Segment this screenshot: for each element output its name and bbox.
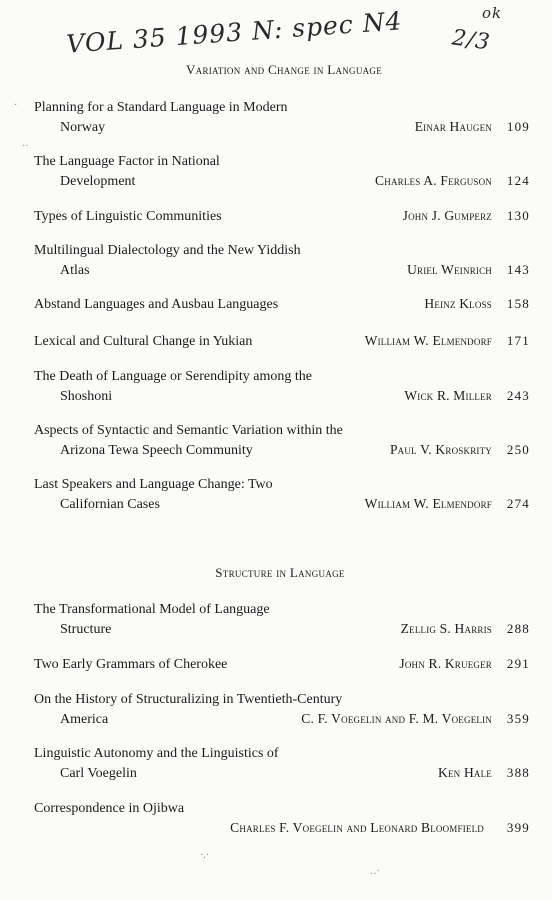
entry-author: William W. Elmendorf [364, 333, 492, 348]
toc-entry [34, 799, 530, 837]
entry-author: John J. Gumperz [402, 208, 492, 223]
entry-page: 130 [506, 208, 530, 223]
toc-entry [34, 600, 530, 639]
toc-entry [34, 367, 530, 406]
entry-title: Abstand Languages and Ausbau Languages [34, 297, 279, 312]
toc-entry [34, 294, 530, 314]
handwritten-fraction-note: 2/3 [450, 25, 492, 56]
entry-title-line2: Arizona Tewa Speech Community [60, 443, 253, 458]
toc-entry [34, 690, 530, 729]
entry-title-line1: The Transformational Model of Language [34, 602, 270, 617]
entry-author: Paul V. Kroskrity [389, 442, 492, 457]
toc-entry [34, 98, 530, 137]
toc-entry [34, 654, 530, 674]
toc-entry [34, 152, 530, 191]
entry-page: 250 [506, 442, 530, 457]
entry-author: Charles A. Ferguson [375, 173, 492, 188]
handwritten-ok-note: ok [482, 4, 503, 22]
entry-author: John R. Krueger [399, 656, 492, 671]
entry-author: Heinz Kloss [424, 296, 492, 311]
entry-page: 243 [506, 388, 530, 403]
toc-entry [34, 206, 530, 226]
entry-page: 388 [506, 765, 530, 780]
entry-author: Einar Haugen [414, 119, 492, 134]
entry-page: 291 [506, 656, 530, 671]
speck: · [14, 100, 18, 111]
entry-title-line1: The Language Factor in National [34, 154, 220, 169]
entry-title-line2: Norway [60, 120, 106, 135]
entry-title-line1: Multilingual Dialectology and the New Yiddish [34, 243, 301, 258]
entry-title-line2: Development [60, 174, 136, 189]
entry-page: 109 [506, 119, 530, 134]
entry-title-line2: Atlas [60, 263, 90, 278]
entry-title-line1: Aspects of Syntactic and Semantic Variation within the [34, 423, 343, 438]
entry-author: C. F. Voegelin and F. M. Voegelin [301, 711, 492, 726]
toc-entry [34, 744, 530, 783]
toc-entry [34, 421, 530, 460]
section-title: Structure in Language [215, 565, 345, 580]
toc-entry [34, 331, 530, 351]
entry-page: 171 [506, 333, 530, 348]
entry-title: Two Early Grammars of Cherokee [34, 657, 228, 672]
entry-page: 288 [506, 621, 530, 636]
entry-author: Uriel Weinrich [407, 262, 492, 277]
speck: ‥· [370, 866, 380, 877]
entry-title: Lexical and Cultural Change in Yukian [34, 334, 253, 349]
entry-page: 143 [506, 262, 530, 277]
entry-author: William W. Elmendorf [364, 496, 492, 511]
entry-author: Ken Hale [438, 765, 492, 780]
toc-entry [34, 241, 530, 280]
entry-title-line1: On the History of Structuralizing in Twentieth-Century [34, 692, 343, 707]
entry-page: 399 [506, 820, 530, 835]
entry-title-line2: Carl Voegelin [60, 766, 137, 781]
entry-title-line2: Structure [60, 622, 112, 637]
entry-title-line1: The Death of Language or Serendipity among the [34, 369, 312, 384]
entry-page: 359 [506, 711, 530, 726]
entry-author: Charles F. Voegelin and Leonard Bloomfield [230, 820, 484, 835]
handwritten-volume-note: VOL 35 1993 N: spec N4 [65, 6, 404, 59]
section-title: Variation and Change in Language [185, 62, 383, 77]
entry-title-line2: Shoshoni [60, 389, 113, 404]
entry-author: Wick R. Miller [404, 388, 492, 403]
speck: ·.· [200, 850, 210, 861]
entry-title-line2: Californian Cases [60, 497, 160, 512]
entry-page: 124 [506, 173, 530, 188]
entry-author: Zellig S. Harris [400, 621, 492, 636]
toc-entry [34, 475, 530, 514]
entry-title-line1: Correspondence in Ojibwa [34, 801, 185, 816]
entry-title-line2: America [60, 712, 109, 727]
entry-title-line1: Last Speakers and Language Change: Two [34, 477, 273, 492]
entry-title: Types of Linguistic Communities [34, 209, 222, 224]
entry-title-line1: Planning for a Standard Language in Modern [34, 100, 288, 115]
entry-page: 274 [506, 496, 530, 511]
entry-title-line1: Linguistic Autonomy and the Linguistics of [34, 746, 279, 761]
entry-page: 158 [506, 296, 530, 311]
speck: ‥ [22, 138, 29, 149]
